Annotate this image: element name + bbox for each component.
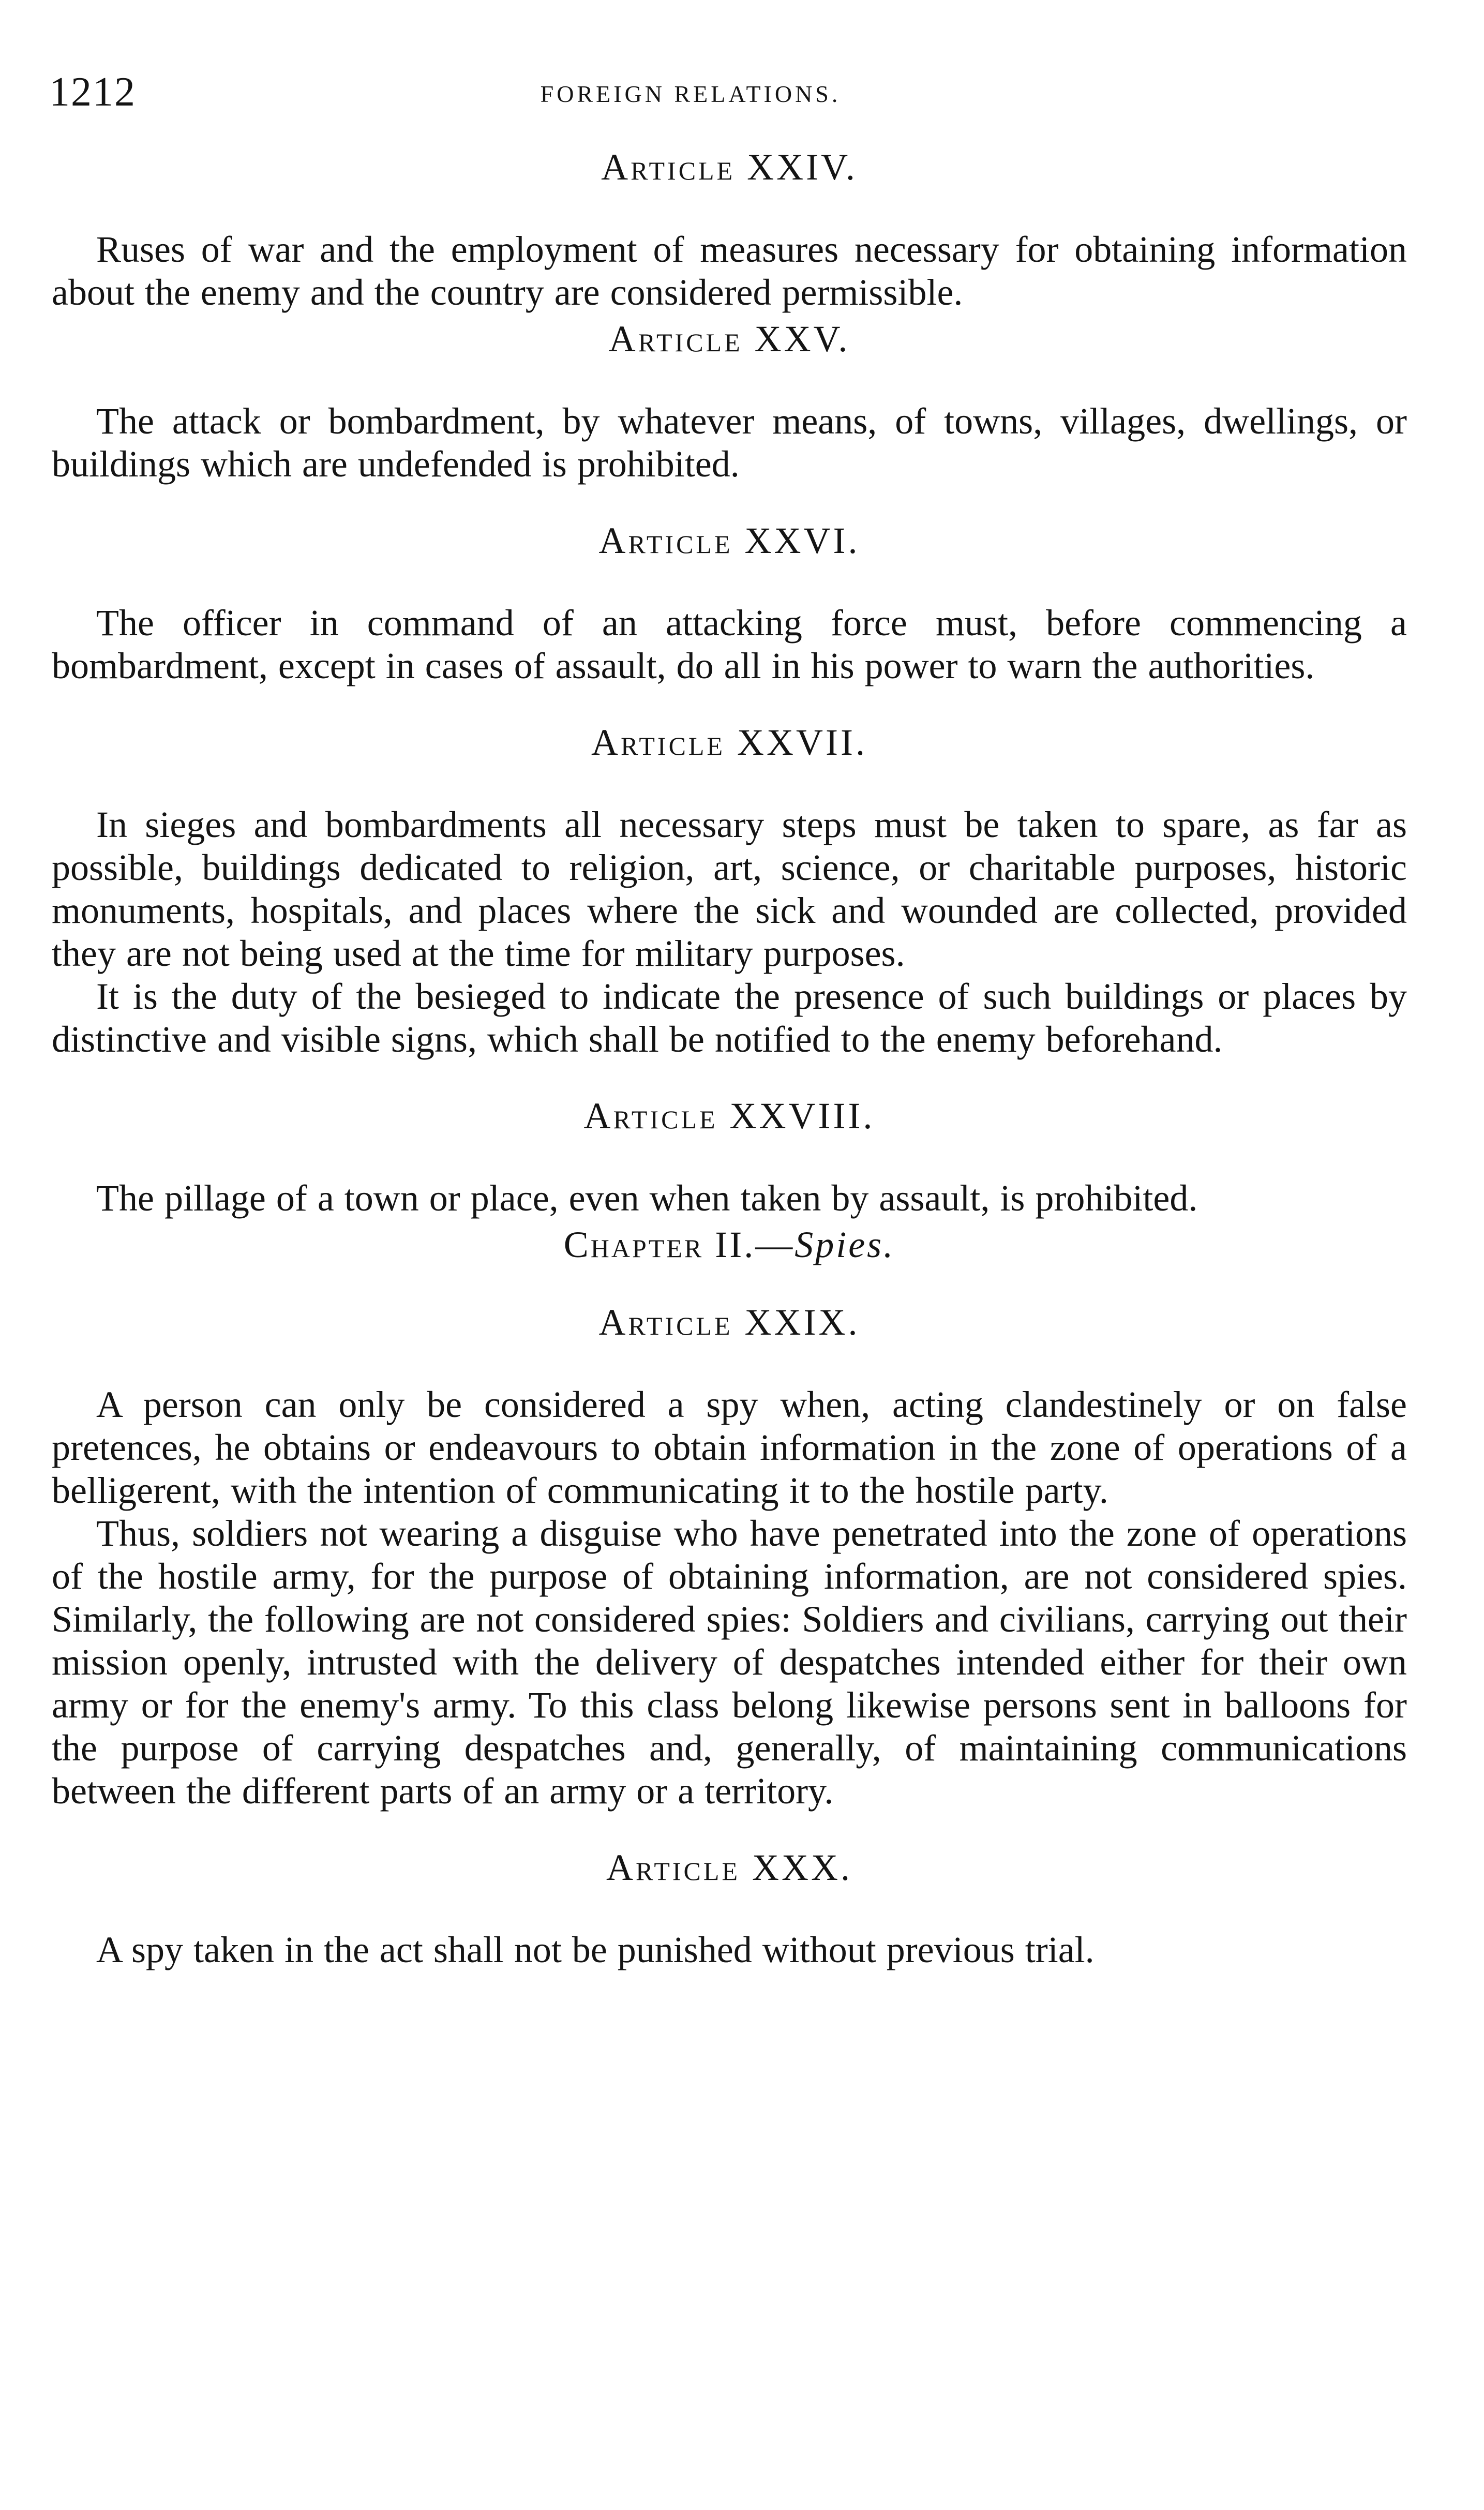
article-heading-30: Article XXX. — [606, 1847, 852, 1888]
running-title: FOREIGN RELATIONS. — [540, 81, 841, 107]
article-26-paragraph-1: The officer in command of an attacking force must, before commencing a bombardment, except in cases of assault, do all in his power to warn the authorities. — [52, 602, 1407, 686]
chapter-heading — [52, 1220, 1407, 1269]
article-27-paragraph-1: In sieges and bombardments all necessary steps must be taken to spare, as far as possible, buildings dedicated to religion, art, science, or charitable purposes, historic monuments, hospitals, and places where the sick and wounded are collected, provided they are not being used at the time for military purposes. — [52, 804, 1407, 974]
body-text — [52, 142, 1407, 1971]
article-30-paragraph-1: A spy taken in the act shall not be punished without previous trial. — [96, 1929, 1095, 1970]
article-heading-26: Article XXVI. — [598, 520, 860, 561]
article-24-paragraph-1: Ruses of war and the employment of measures necessary for obtaining information about the enemy and the country are considered permissible. — [52, 229, 1407, 313]
chapter-label: Chapter II.— — [563, 1224, 795, 1265]
article-27-paragraph-2: It is the duty of the besieged to indicate the presence of such buildings or places by distinctive and visible signs, which shall be notified to the enemy beforehand. — [52, 976, 1407, 1060]
article-heading-25: Article XXV. — [608, 318, 850, 360]
article-28-paragraph-1: The pillage of a town or place, even when taken by assault, is prohibited. — [96, 1177, 1198, 1219]
article-29-paragraph-1: A person can only be considered a spy when, acting clandestinely or on false pretences, he obtains or endeavours to obtain information in the zone of operations of a belligerent, with the intention of communicating it to the hostile party. — [52, 1384, 1407, 1511]
chapter-subject: Spies. — [795, 1224, 895, 1265]
article-heading-27: Article XXVII. — [591, 722, 867, 763]
article-29-paragraph-2: Thus, soldiers not wearing a disguise who have penetrated into the zone of operations of the hostile army, for the purpose of obtaining information, are not considered spies. Similarly, the following are not considered spies: Soldiers and civilians, carrying out their mission openly, intrusted with the delivery of despatches intended either for their own army or for the enemy's army. To this class belong likewise persons sent in balloons for the purpose of carrying despatches and, generally, of maintaining communications between the different parts of an army or a territory. — [52, 1513, 1407, 1812]
page-number: 1212 — [49, 69, 136, 115]
article-25-paragraph-1: The attack or bombardment, by whatever means, of towns, villages, dwellings, or buildings which are undefended is prohibited. — [52, 400, 1407, 485]
article-heading-28: Article XXVIII. — [583, 1095, 875, 1137]
article-heading-24: Article XXIV. — [601, 146, 858, 188]
running-head — [49, 66, 1394, 123]
article-heading-29: Article XXIX. — [598, 1302, 860, 1343]
